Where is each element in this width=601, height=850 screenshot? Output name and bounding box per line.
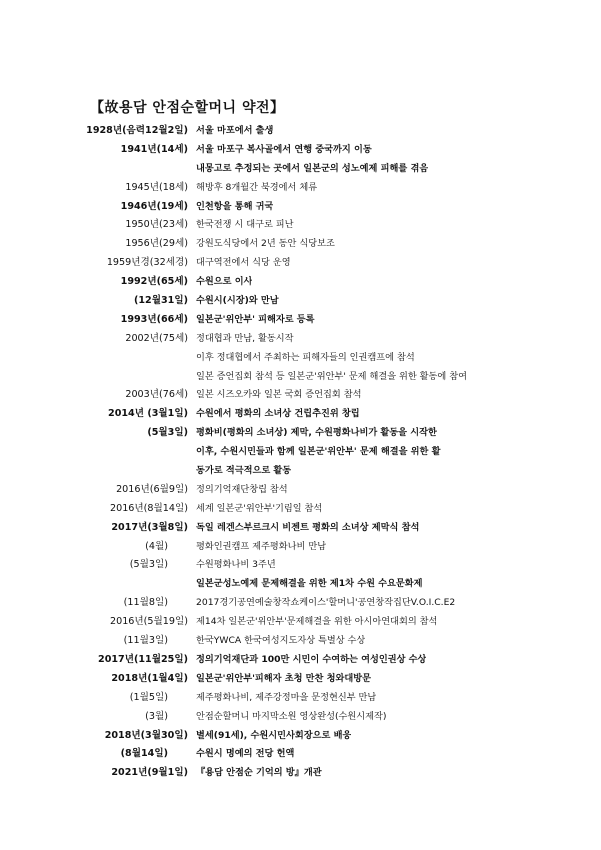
event-description: 동가로 적극적으로 활동: [196, 465, 292, 477]
event-date: 2017년(11월25일): [98, 653, 188, 665]
chronology-row: [0, 668, 601, 687]
event-description: 서울 마포구 복사골에서 연행 중국까지 이동: [196, 143, 372, 155]
event-description: 2017경기공연예술창작쇼케이스'할머니'공연창작집단V.O.I.C.E2: [196, 597, 456, 609]
event-description: 정의기억재단창립 참석: [196, 483, 288, 495]
event-date: 2002년(75세): [125, 332, 188, 344]
event-date: 2016년(6월9일): [116, 483, 188, 495]
event-date: 2021년(9월1일): [111, 767, 188, 779]
chronology-row: [0, 403, 601, 422]
event-description: 이후 정대협에서 주최하는 피해자들의 인권캠프에 참석: [196, 351, 415, 363]
chronology-list: [0, 120, 601, 781]
event-date: (3월): [145, 710, 168, 722]
event-description: 수원시(시장)와 만남: [196, 295, 279, 307]
chronology-row: [0, 498, 601, 517]
event-description: 일본군성노예제 문제해결을 위한 제1차 수원 수요문화제: [196, 578, 423, 590]
event-date: 2018년(3월30일): [104, 729, 188, 741]
event-description: 안점순할머니 마지막소원 영상완성(수원시제작): [196, 710, 387, 722]
event-description: 강원도식당에서 2년 동안 식당보조: [196, 238, 335, 250]
chronology-row: [0, 384, 601, 403]
event-description: 일본 증언집회 참석 등 일본군'위안부' 문제 해결을 위한 활동에 참여: [196, 370, 467, 382]
event-description: 서울 마포에서 출생: [196, 125, 274, 136]
event-description: 평화인권캠프 제주평화나비 만남: [196, 540, 327, 552]
event-description: 일본군'위안부'피해자 초청 만찬 청와대방문: [196, 672, 371, 684]
event-description: 일본 시즈오카와 일본 국회 증언집회 참석: [196, 389, 362, 401]
event-description: 수원평화나비 3주년: [196, 559, 276, 571]
event-description: 내몽고로 추정되는 곳에서 일본군의 성노예제 피해를 겪음: [196, 162, 429, 174]
event-description: 제주평화나비, 제주강정마을 문정현신부 만남: [196, 691, 377, 703]
event-description: 이후, 수원시민들과 함께 일본군'위안부' 문제 해결을 위한 활: [196, 446, 441, 458]
chronology-row: [0, 479, 601, 498]
chronology-row: [0, 441, 601, 460]
chronology-row: [0, 592, 601, 611]
event-date: 2016년(8월14일): [109, 502, 188, 514]
event-date: 1941년(14세): [120, 143, 188, 155]
event-date: 1959년경(32세경): [106, 257, 188, 269]
event-date: (11월8일): [123, 597, 168, 609]
chronology-row: [0, 706, 601, 725]
event-date: 1992년(65세): [120, 276, 188, 288]
event-date: (5월3일): [147, 427, 188, 439]
chronology-row: [0, 762, 601, 781]
event-description: 세계 일본군'위안부'기림일 참석: [196, 502, 323, 514]
chronology-row: [0, 743, 601, 762]
event-date: 1956년(29세): [125, 238, 188, 250]
chronology-row: [0, 158, 601, 177]
event-date: 2016년(5월19일): [109, 616, 188, 628]
event-description: 정의기억재단과 100만 시민이 수여하는 여성인권상 수상: [196, 653, 427, 665]
chronology-row: [0, 573, 601, 592]
event-date: 2017년(3월8일): [111, 521, 188, 533]
event-description: 한국전쟁 시 대구로 피난: [196, 219, 294, 231]
event-date: 2018년(1월4일): [111, 672, 188, 684]
chronology-row: [0, 347, 601, 366]
event-description: 해방후 8개월간 북경에서 체류: [196, 181, 318, 193]
chronology-row: [0, 233, 601, 252]
chronology-row: [0, 271, 601, 290]
event-date: 1928년(음력12월2일): [86, 125, 188, 136]
chronology-row: [0, 196, 601, 215]
event-description: 독일 레겐스부르크시 비젠트 평화의 소녀상 제막식 참석: [196, 521, 420, 533]
event-description: 한국YWCA 한국여성지도자상 특별상 수상: [196, 635, 366, 647]
event-description: 수원으로 이사: [196, 276, 253, 288]
chronology-row: [0, 290, 601, 309]
chronology-row: [0, 630, 601, 649]
chronology-row: [0, 120, 601, 139]
chronology-row: [0, 687, 601, 706]
event-date: (12월31일): [133, 295, 188, 307]
event-description: 별세(91세), 수원시민사회장으로 배웅: [196, 729, 352, 741]
chronology-row: [0, 177, 601, 196]
chronology-row: [0, 460, 601, 479]
event-date: 1946년(19세): [120, 200, 188, 212]
chronology-row: [0, 328, 601, 347]
event-date: 1950년(23세): [125, 219, 188, 231]
event-date: 2003년(76세): [125, 389, 188, 401]
chronology-row: [0, 649, 601, 668]
event-date: (5월3일): [129, 559, 168, 571]
event-description: 정대협과 만남, 활동시작: [196, 332, 294, 344]
event-description: 인천항을 통해 귀국: [196, 200, 274, 212]
chronology-row: [0, 139, 601, 158]
chronology-row: [0, 517, 601, 536]
chronology-row: [0, 309, 601, 328]
chronology-row: [0, 725, 601, 744]
event-description: 수원시 명예의 전당 헌액: [196, 748, 295, 760]
event-date: 1945년(18세): [125, 181, 188, 193]
event-description: 수원에서 평화의 소녀상 건립추진위 창립: [196, 408, 360, 420]
event-description: 『용담 안점순 기억의 방』개관: [196, 767, 322, 779]
event-description: 제14차 일본군'위안부'문제해결을 위한 아시아연대회의 참석: [196, 616, 438, 628]
chronology-row: [0, 366, 601, 385]
event-description: 대구역전에서 식당 운영: [196, 257, 291, 269]
chronology-row: [0, 422, 601, 441]
event-date: (1월5일): [129, 691, 168, 703]
chronology-row: [0, 214, 601, 233]
chronology-row: [0, 536, 601, 555]
event-date: (8월14일): [120, 748, 168, 760]
event-date: 2014년 (3월1일): [108, 408, 188, 420]
event-date: 1993년(66세): [120, 313, 188, 325]
chronology-row: [0, 554, 601, 573]
event-description: 평화비(평화의 소녀상) 제막, 수원평화나비가 활동을 시작한: [196, 427, 437, 439]
chronology-row: [0, 252, 601, 271]
event-date: (11월3일): [123, 635, 168, 647]
chronology-row: [0, 611, 601, 630]
event-date: (4월): [145, 540, 168, 552]
event-description: 일본군'위안부' 피해자로 등록: [196, 313, 315, 325]
document-title: 【故용담 안점순할머니 약전】: [90, 100, 285, 116]
